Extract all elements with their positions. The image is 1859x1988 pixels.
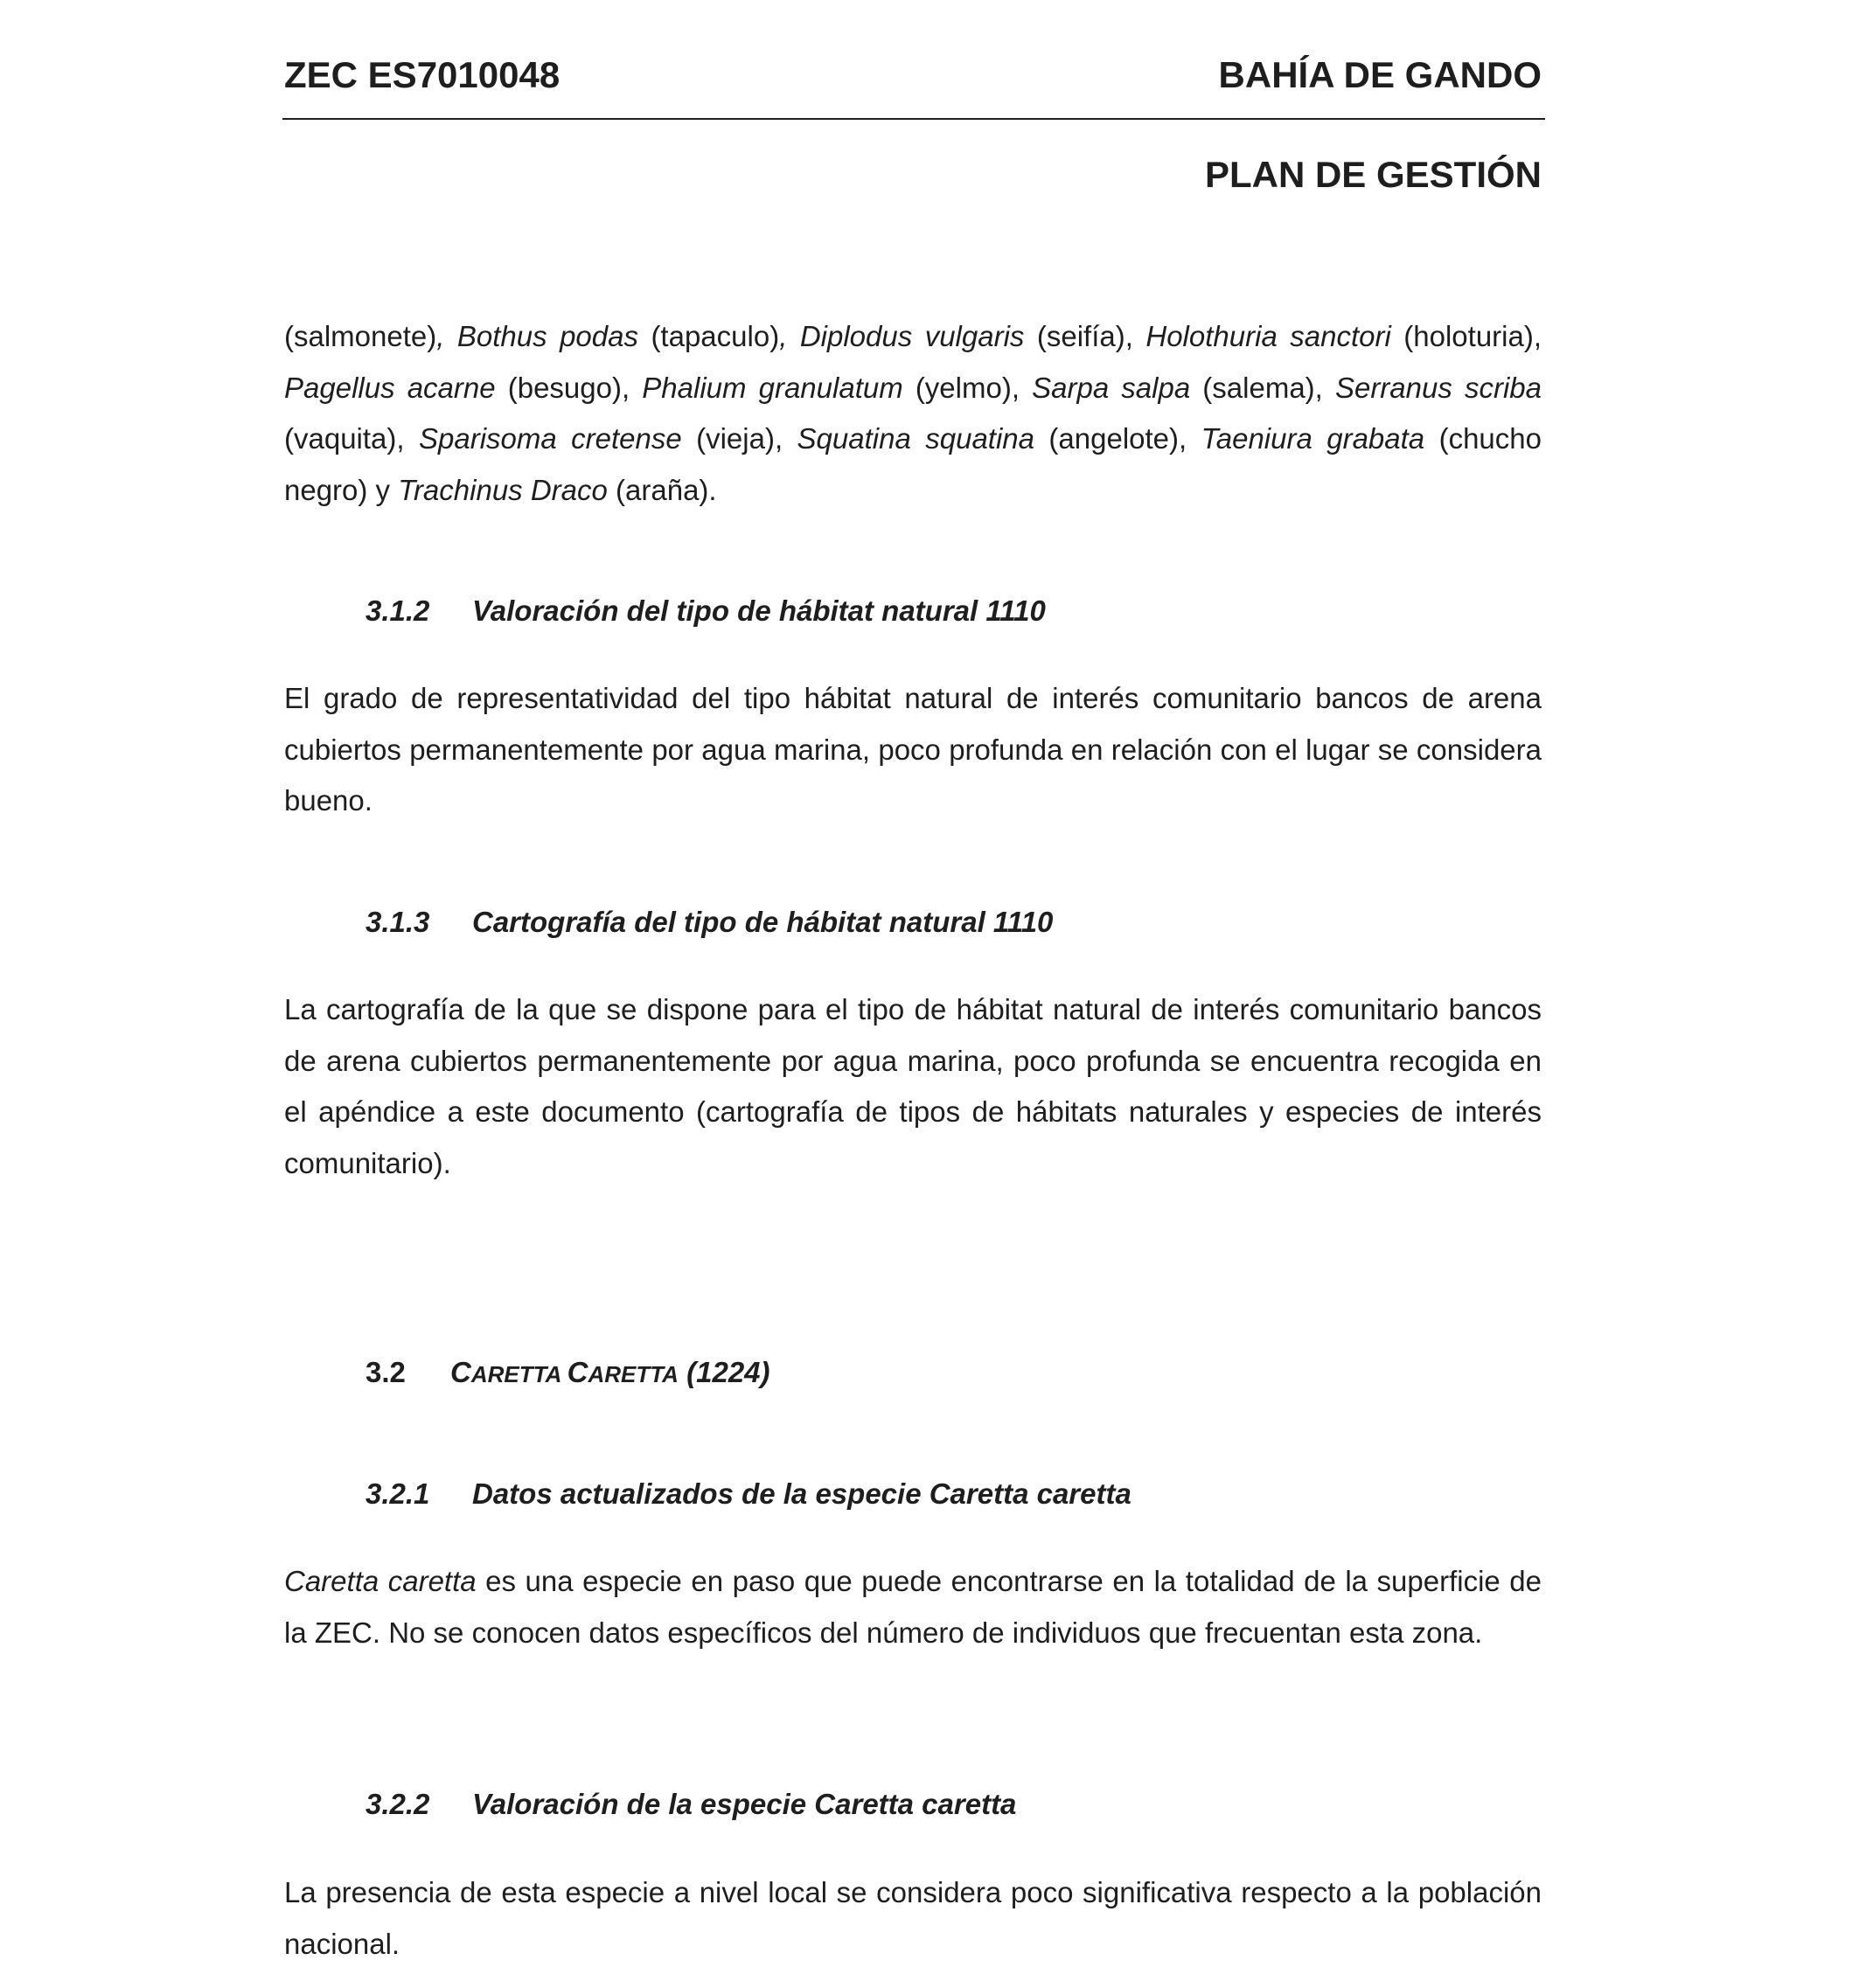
- common-name: (tapaculo): [637, 320, 780, 352]
- species-name: , Diplodus vulgaris: [779, 320, 1025, 352]
- species-name: , Bothus podas: [436, 320, 638, 352]
- heading-number: 3.1.2: [366, 594, 430, 627]
- species-name: Trachinus Draco: [398, 473, 608, 506]
- paragraph-3-2-2: La presencia de esta especie a nivel local se considera poco significativa respecto a la población nacional.: [284, 1876, 1542, 1960]
- species-name: Holothuria sanctori: [1145, 320, 1391, 352]
- heading-title: Datos actualizados de la especie Caretta caretta: [472, 1477, 1131, 1510]
- common-name: (yelmo),: [902, 371, 1033, 404]
- heading-3-2: [366, 1353, 770, 1394]
- heading-3-2-1: [366, 1475, 1131, 1513]
- species-name: Squatina squatina: [797, 422, 1035, 455]
- paragraph-3-2-1: [284, 1556, 1542, 1658]
- heading-title: Valoración del tipo de hábitat natural 1110: [472, 594, 1046, 627]
- heading-number: 3.2.2: [366, 1788, 430, 1820]
- paragraph-3-1-3: La cartografía de la que se dispone para el tipo de hábitat natural de interés comunitario bancos de arena cubiertos permanentemente por agua marina, poco profunda se encuentra recogida en el apéndice a este documento (cartografía de tipos de hábitats naturales y especies de interés comunitario).: [284, 993, 1542, 1179]
- species-name: Sarpa salpa: [1032, 371, 1191, 404]
- common-name: (salema),: [1190, 371, 1335, 404]
- species-list-paragraph: [284, 311, 1542, 516]
- common-name: (holoturia),: [1390, 320, 1542, 352]
- species-name: Pagellus acarne: [284, 371, 496, 404]
- species-name: Caretta caretta: [284, 1565, 477, 1597]
- document-subtitle: PLAN DE GESTIÓN: [1204, 154, 1542, 195]
- common-name: (vieja),: [681, 422, 797, 455]
- header-divider: [282, 118, 1545, 120]
- common-name: (angelote),: [1034, 422, 1201, 455]
- heading-number: 3.1.3: [366, 906, 430, 938]
- common-name: (chucho negro) y: [284, 422, 1542, 506]
- species-name: Taeniura grabata: [1201, 422, 1425, 455]
- heading-3-2-2: [366, 1785, 1016, 1824]
- paragraph-3-1-2: El grado de representatividad del tipo hábitat natural de interés comunitario bancos de arena cubiertos permanentemente por agua marina, poco profunda en relación con el lugar se considera bueno.: [284, 682, 1542, 817]
- species-name: Sparisoma cretense: [418, 422, 682, 455]
- heading-title: Cartografía del tipo de hábitat natural 1110: [472, 906, 1054, 938]
- heading-number: 3.2.1: [366, 1477, 430, 1510]
- page-header: [284, 51, 1542, 103]
- common-name: (araña).: [607, 473, 717, 506]
- species-name: Phalium granulatum: [642, 371, 903, 404]
- header-site-code: ZEC ES7010048: [284, 54, 560, 95]
- heading-title: Valoración de la especie Caretta caretta: [472, 1788, 1017, 1820]
- heading-3-1-2: [366, 592, 1046, 630]
- common-name: (seifía),: [1024, 320, 1146, 352]
- header-site-name: BAHÍA DE GANDO: [1218, 54, 1542, 95]
- heading-number: 3.2: [366, 1356, 406, 1388]
- common-name: (vaquita),: [284, 422, 419, 455]
- heading-3-1-3: [366, 903, 1053, 942]
- heading-title: CARETTA CARETTA (1224): [450, 1356, 770, 1388]
- paragraph-text: es una especie en paso que puede encontrarse en la totalidad de la superficie de la ZEC. No se conocen datos específicos del número de individuos que frecuentan esta zona.: [284, 1565, 1542, 1649]
- common-name: (salmonete): [284, 320, 437, 352]
- species-name: Serranus scriba: [1334, 371, 1542, 404]
- common-name: (besugo),: [495, 371, 643, 404]
